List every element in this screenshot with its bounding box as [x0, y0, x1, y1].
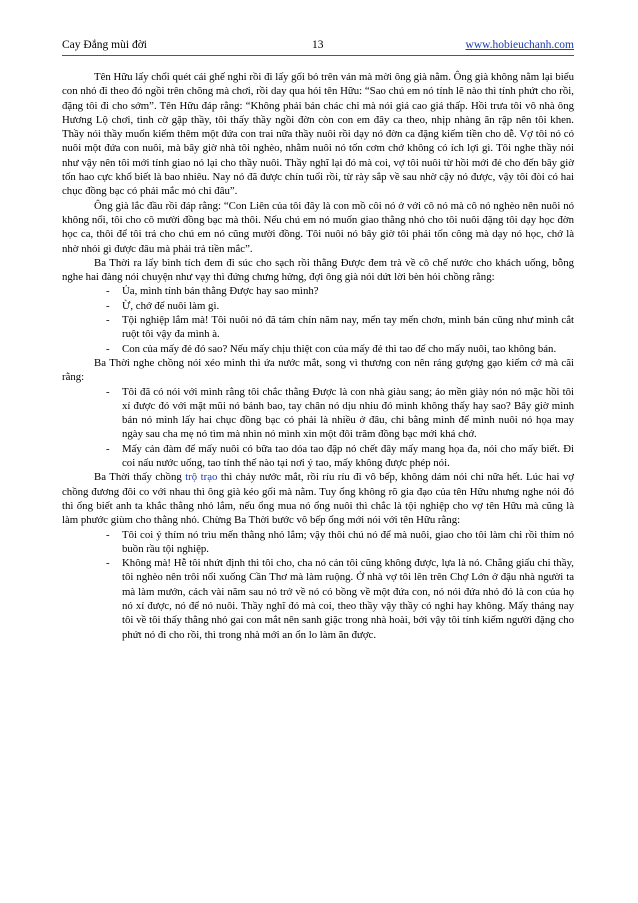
header-url-link[interactable]: www.hobieuchanh.com	[465, 39, 574, 51]
header-divider	[62, 55, 574, 56]
dialogue-line: - Con của mấy đẻ đó sao? Nếu mấy chịu thiệt con của mấy đẻ thì tao để cho mấy nuôi, tao không bán.	[106, 342, 574, 356]
paragraph: Tên Hữu lấy chổi quét cái ghế nghi rồi đi lấy gối bỏ trên ván mà mời ông già nằm. Ông già không nằm lại biểu con nhỏ đi theo đó ngồi trên chõng mà chơi, rồi day qua hỏi tên Hữu: “Sao chú em nó tính lẽ nào thì tính phứt cho rồi, đặng tôi đi cho sớm”. Tên Hữu đáp rằng: “Không phải bán chác chi mà nói giá cao giá thấp. Hồi trưa tôi vô nhà ông Hương Lộ chơi, tình cờ gặp thầy, tôi thấy thầy ngồi đờn còn con em đây ca theo, nhịp nhàng ăn rập nên tôi khen. Thầy nói thầy muốn kiếm thêm một đứa con trai nữa thầy nuôi rồi dạy nó đờn ca đặng kiếm tiền cho dễ. Vợ tôi nó có nuôi một đứa con nuôi, mà bây giờ nhà tôi nghèo, nhằm nuôi nó tốn cơm chớ không có ích lợi gì. Tôi nghe thầy nói như vậy nên tôi mới tính giao nó lại cho thầy nuôi. Thầy nghĩ lại đó mà coi, vợ tôi nuôi từ hồi mới đẻ cho đến bây giờ tốn hao cực khổ biết là bao nhiêu. Nay nó đã được chín tuổi rồi, từ rày sắp về sau nhờ cậy nó được, vậy tôi đòi có hai chục đồng bạc có phải mắc mỏ chi đâu”.	[62, 71, 574, 198]
document-body	[62, 70, 574, 642]
page-header	[62, 38, 574, 54]
dialogue-line: - Ừ, chớ để nuôi làm gì.	[106, 299, 574, 313]
paragraph	[62, 470, 574, 527]
dialogue-line: - Ủa, mình tính bán thằng Được hay sao mình?	[106, 284, 574, 298]
page-number: 13	[312, 39, 324, 51]
dialogue-line: - Tôi coi ý thím nó trìu mến thằng nhỏ lắm; vậy thôi chú nó để mà nuôi, giao cho tôi làm chi rồi thím nó buồn rầu tội nghiệp.	[106, 528, 574, 557]
paragraph-text: thì chảy nước mắt, rồi ríu ríu đi vô bếp, không dám nói chi nữa hết. Lúc hai vợ chồng đương đôi co với nhau thì ông già kéo gối mà nằm. Tuy ổng không rõ gia đạo của tên Hữu nhưng nghe nói đó thì ổng biết anh ta khắc thằng nhỏ lắm, nếu ổng mua nó ổng nuôi thì chắc là tội nghiệp cho vợ tên Hữu mà cũng là làm phước giùm cho thằng nhỏ. Chừng Ba Thời bước vô bếp ổng mới nói với tên Hữu rằng:	[62, 471, 574, 527]
dialogue-line: - Tội nghiệp lắm mà! Tôi nuôi nó đã tám chín năm nay, mến tay mến chơn, mình bán cũng như mình cắt ruột tôi vậy đa mình à.	[106, 313, 574, 342]
paragraph-text: Ba Thời thấy chồng	[94, 471, 186, 484]
dialogue-list	[62, 385, 574, 471]
dialogue-list	[62, 284, 574, 355]
paragraph: Ba Thời ra lấy bình tích đem đi súc cho sạch rồi thằng Được đem trà về cô chế nước cho khách uống, bỗng nghe hai đàng nói chuyện như vạy thì đứng chưng hửng, đợi ông già nói dứt lời bèn hỏi chồng rằng:	[62, 256, 574, 284]
paragraph: Ba Thời nghe chồng nói xéo mình thì ứa nước mắt, song vì thương con nên ráng gượng gạo kiếm cớ mà cãi rằng:	[62, 356, 574, 384]
dialogue-list	[62, 528, 574, 642]
dialogue-line: - Tôi đã có nói với mình rằng tôi chắc thằng Được là con nhà giàu sang; áo mền giày nón nó mặc hồi tôi xí được đó với mặt mũi nó bảnh bao, tay chân nó dịu nhiu đó mình không thấy hay sao? Bây giờ mình bán nó mình lấy hai chục đồng bạc có phải là nhiều ở đâu, chi bằng mình để mình nuôi nó họa may ngày sau cha mẹ nó tìm mà nhìn nó mình xin một đôi trăm đồng bạc mới khá chớ.	[106, 385, 574, 442]
header-title: Cay Đắng mùi đời	[62, 39, 147, 51]
dialogue-line: - Không mà! Hễ tôi nhứt định thì tôi cho, cha nó cản tôi cũng không được, lựa là nó. Chẳng giấu chi thầy, tôi nghèo nên trôi nổi xuống Cần Thơ mà làm ruộng. Ở nhà vợ tôi lên trên Chợ Lớn ở đậu nhà người ta mà làm mướn, cách vài năm sau nó trở về nó có bồng về một đứa con, nó nói đứa nhỏ đó là con của họ nó xí được, nó để nó nuôi. Thầy nghĩ đó mà coi, theo thầy vậy thầy có nghi hay không. Mấy tháng nay tôi về tôi thấy thằng nhỏ gai con mắt nên sanh giặc trong nhà hoài, bởi vậy tôi tính kiếm người đặng cho phứt nó đi cho rồi, thì trong nhà mới an ổn lo làm ăn được.	[106, 556, 574, 642]
paragraph: Ông già lắc đầu rồi đáp rằng: “Con Liên của tôi đây là con mồ côi nó ở với cô nó mà cô nó nghèo nên nuôi nó không nổi, tôi cho cô mười đồng bạc mà thôi. Nếu chú em nó muốn giao thằng nhỏ cho tôi nuôi đặng tôi dạy học đờn học ca, thôi để tôi trả cho chú em nó cũng mười đồng. Tôi nuôi nó bây giờ tôi phải tốn công mà dạy nó học, chớ là nhờ nhỏi gì được đâu mà phải trả tiền mắc”.	[62, 199, 574, 255]
highlighted-word: trộ trạo	[185, 471, 218, 484]
dialogue-line: - Mấy cản đàm để mấy nuôi có bữa tao dóa tao đập nó chết đây mấy mang họa đa, nói cho mấy biết. Đi coi nấu nước uống, tao tính thế nào tại nơi ý tao, mấy không được phép nói.	[106, 442, 574, 471]
